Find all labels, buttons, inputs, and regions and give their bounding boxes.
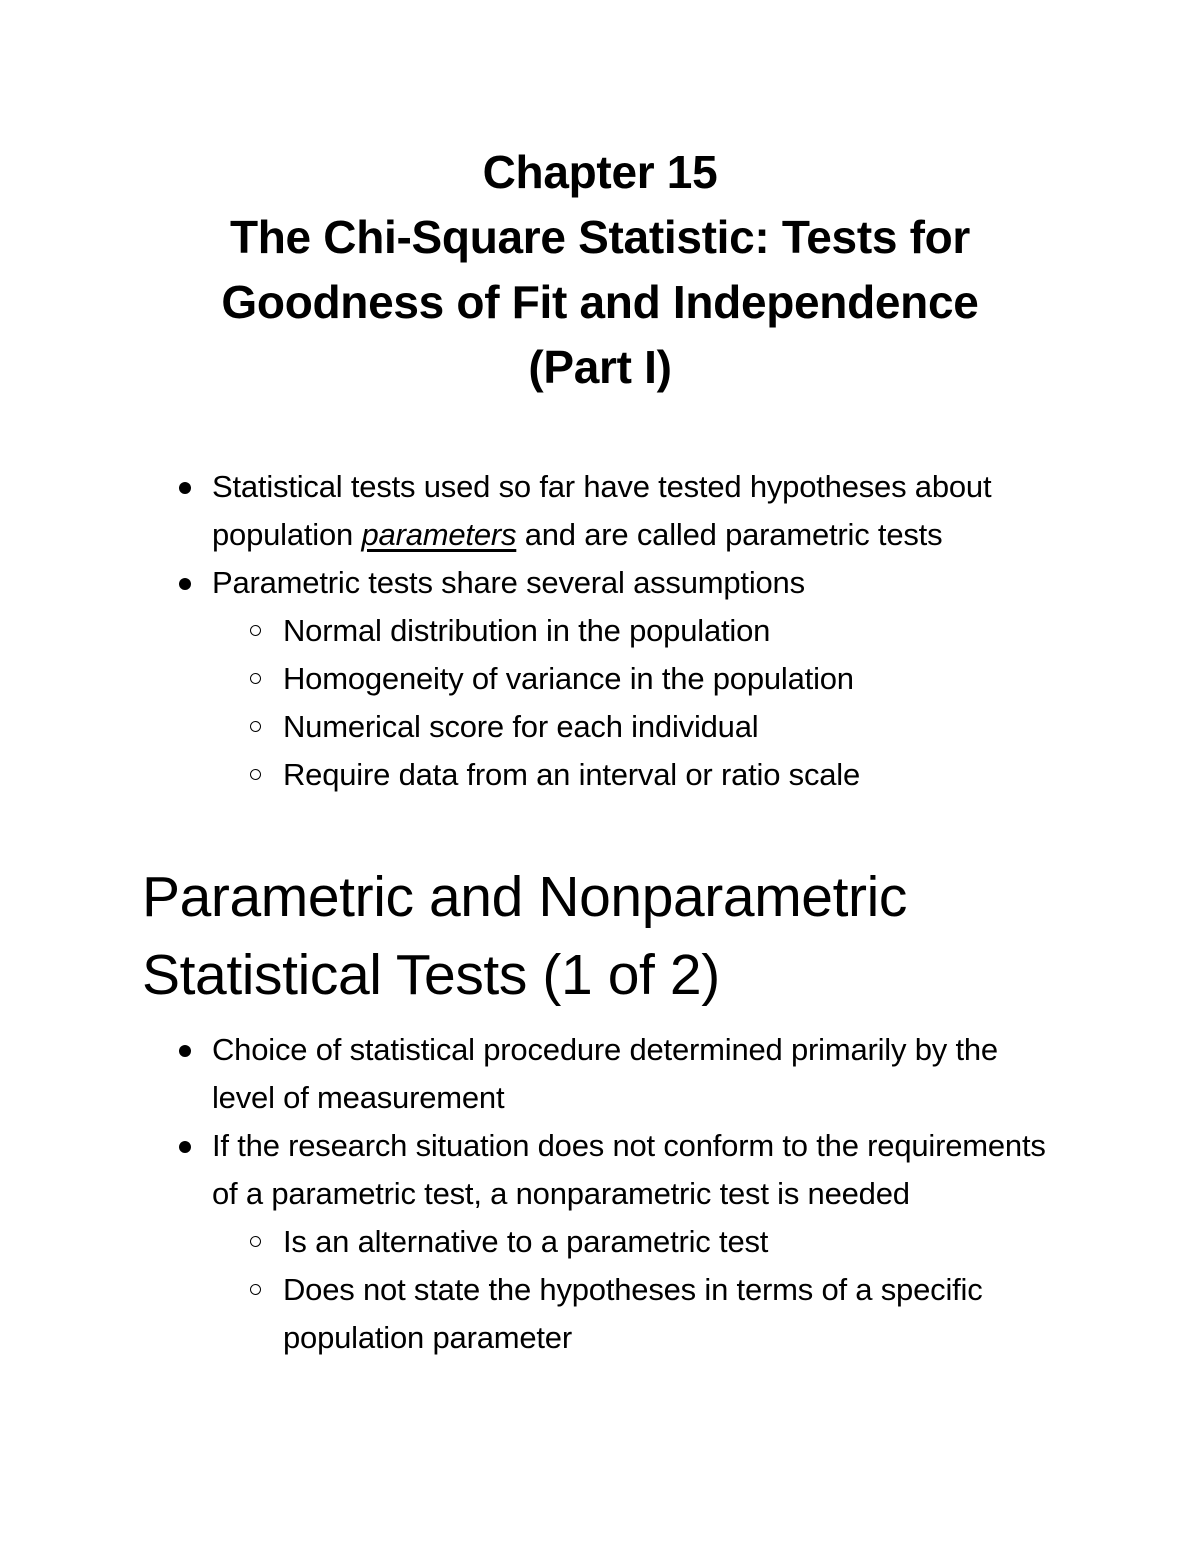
bullet-text: If the research situation does not conform to the requirements of a parametric test, a nonparametric test is needed: [212, 1128, 1046, 1211]
sub-bullet-text: Is an alternative to a parametric test: [283, 1224, 769, 1259]
hollow-circle-icon: [250, 721, 261, 732]
hollow-circle-icon: [250, 769, 261, 780]
sub-bullet-item: [0, 703, 1063, 751]
bullet-item: [0, 1026, 1062, 1122]
hollow-circle-icon: [250, 673, 261, 684]
hollow-circle-icon: [250, 1284, 261, 1295]
hollow-circle-icon: [250, 1236, 261, 1247]
bullet-dot-icon: [179, 1045, 191, 1057]
sub-bullet-item: [0, 1266, 1063, 1362]
bullet-item: [0, 1122, 1062, 1218]
title-line-1: Chapter 15: [482, 146, 718, 198]
intro-bullet-list: [0, 463, 1063, 799]
bullet-text-after: and are called parametric tests: [516, 517, 943, 552]
section-bullet-list: [0, 1026, 1063, 1362]
bullet-text: Parametric tests share several assumptions: [212, 565, 805, 600]
sub-bullet-text: Does not state the hypotheses in terms of a specific population parameter: [283, 1272, 983, 1355]
chapter-title: [150, 140, 1050, 400]
bullet-dot-icon: [179, 482, 191, 494]
bullet-text-before: Statistical tests used so far have tested hypotheses about population: [212, 469, 992, 552]
bullet-item: [0, 559, 1062, 607]
sub-bullet-text: Normal distribution in the population: [283, 613, 771, 648]
sub-bullet-item: [0, 655, 1063, 703]
title-line-2: The Chi-Square Statistic: Tests for: [229, 211, 971, 263]
sub-bullet-text: Homogeneity of variance in the population: [283, 661, 854, 696]
title-line-3: Goodness of Fit and Independence: [221, 276, 979, 328]
bullet-text: Choice of statistical procedure determined primarily by the level of measurement: [212, 1032, 998, 1115]
sub-bullet-item: [0, 607, 1063, 655]
hollow-circle-icon: [250, 625, 261, 636]
sub-bullet-text: Numerical score for each individual: [283, 709, 759, 744]
bullet-item: [0, 463, 1062, 559]
bullet-dot-icon: [179, 578, 191, 590]
title-line-4: (Part I): [528, 341, 672, 393]
sub-bullet-item: [0, 751, 1063, 799]
section-heading: Parametric and Nonparametric Statistical Tests (1 of 2): [142, 865, 907, 1007]
bullet-dot-icon: [179, 1141, 191, 1153]
emphasis-parameters: parameters: [361, 517, 517, 552]
sub-bullet-item: [0, 1218, 1063, 1266]
sub-bullet-text: Require data from an interval or ratio scale: [283, 757, 861, 792]
